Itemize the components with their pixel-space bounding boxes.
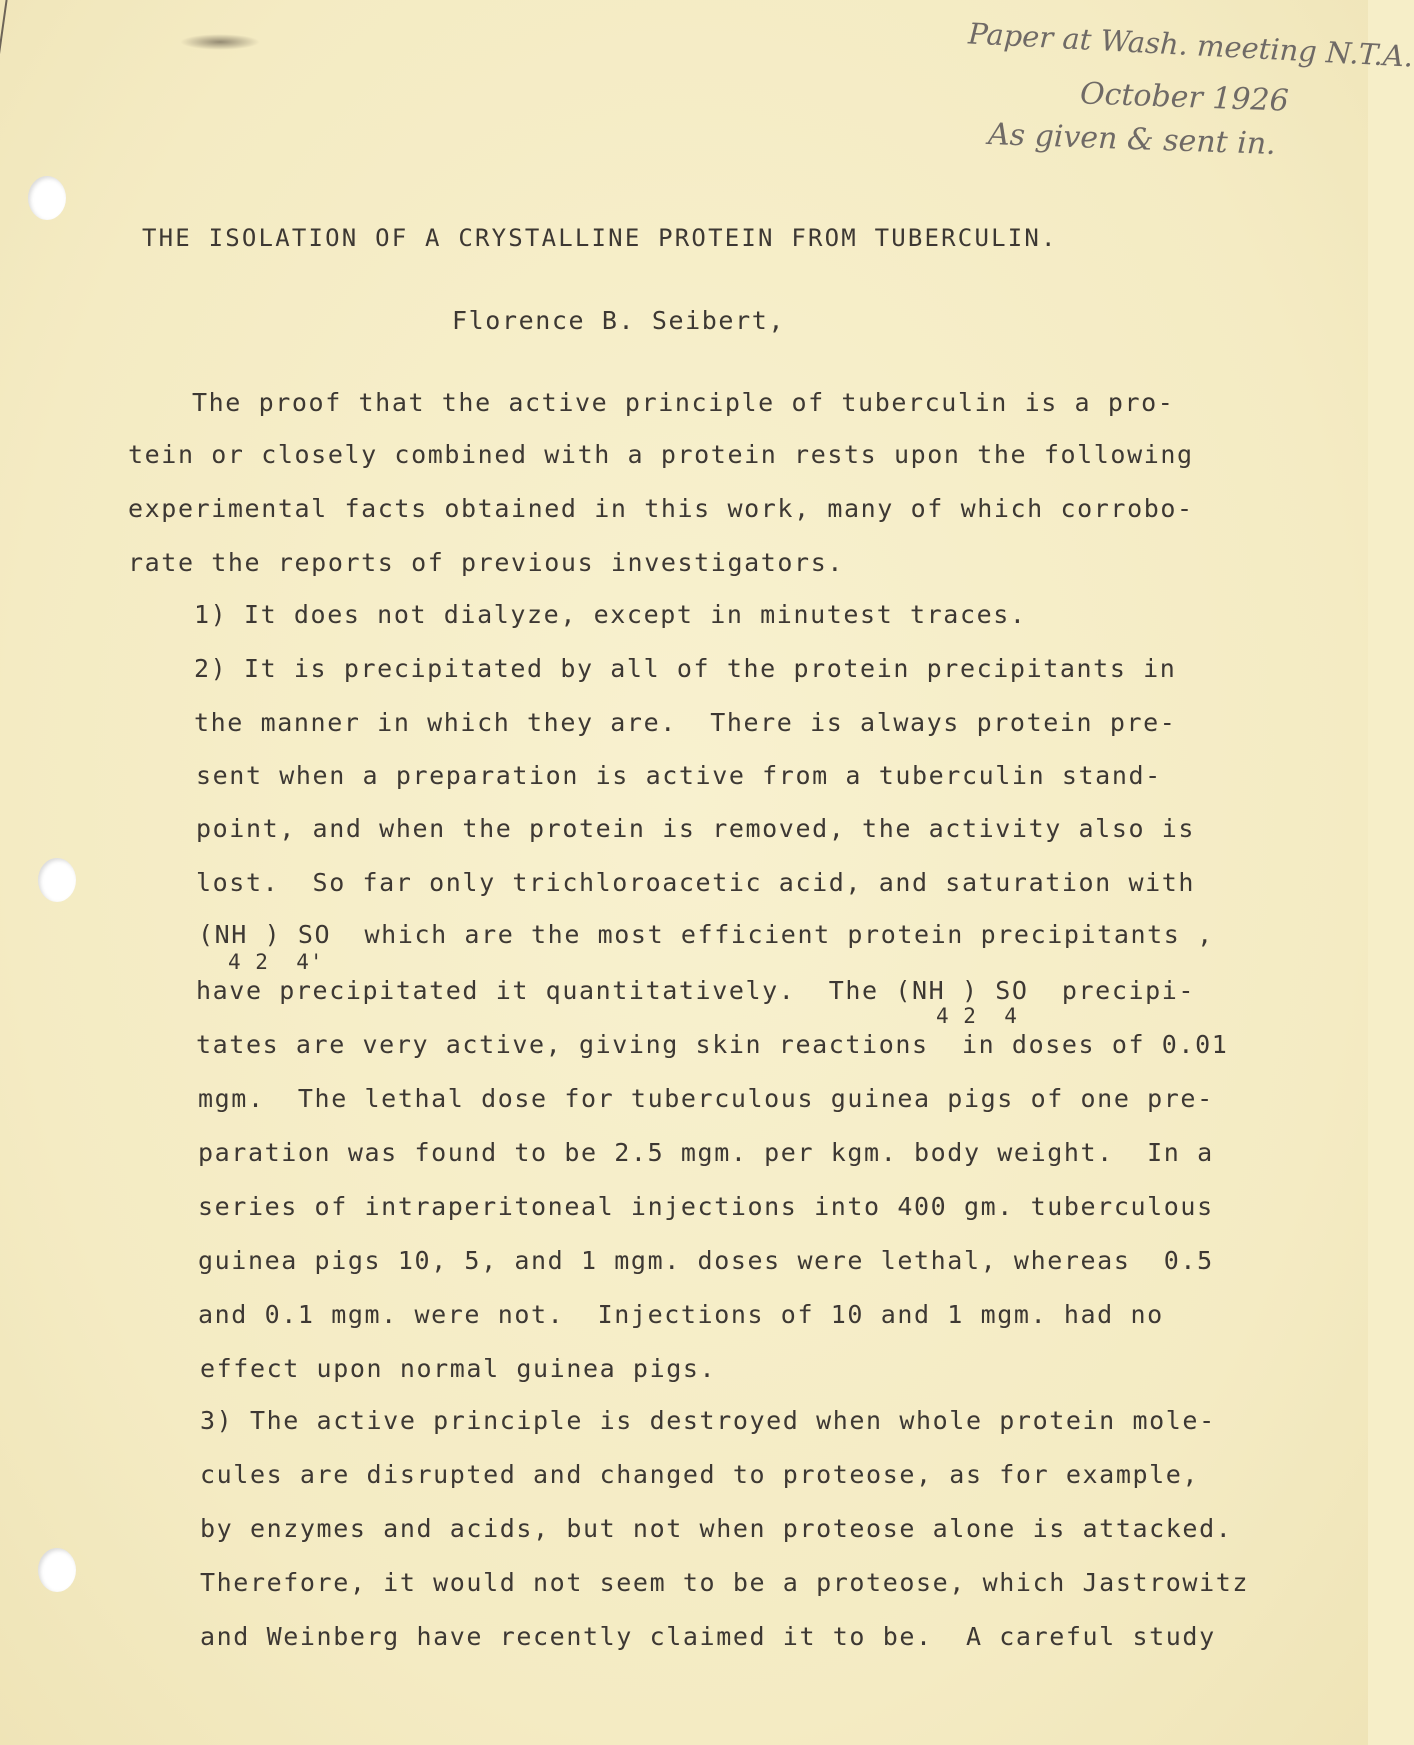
body-line: tein or closely combined with a protein rests upon the following: [128, 440, 1194, 469]
document-title: THE ISOLATION OF A CRYSTALLINE PROTEIN FROM TUBERCULIN.: [142, 224, 1058, 252]
body-line: the manner in which they are. There is always protein pre-: [194, 708, 1177, 737]
handwritten-note-line: October 1926: [1079, 76, 1290, 119]
chemical-subscript: 4 2 4: [936, 1004, 1018, 1028]
author-name: Florence B. Seibert,: [452, 306, 786, 335]
body-line: have precipitated it quantitatively. The (NH ) SO precipi-: [196, 976, 1196, 1005]
body-line: effect upon normal guinea pigs.: [200, 1354, 717, 1383]
handwritten-note-line: Paper at Wash. meeting N.T.A.: [967, 16, 1414, 74]
body-line: 1) It does not dialyze, except in minutest traces.: [194, 600, 1027, 629]
page-edge-mark: [0, 0, 14, 80]
body-line: guinea pigs 10, 5, and 1 mgm. doses were lethal, whereas 0.5: [198, 1246, 1214, 1275]
binder-hole: [28, 176, 66, 220]
binder-hole: [38, 858, 76, 902]
body-line: 2) It is precipitated by all of the protein precipitants in: [194, 654, 1177, 683]
body-line: (NH ) SO which are the most efficient protein precipitants ,: [198, 920, 1214, 949]
body-line: lost. So far only trichloroacetic acid, and saturation with: [196, 868, 1196, 897]
body-line: rate the reports of previous investigators.: [128, 548, 845, 577]
body-line: cules are disrupted and changed to proteose, as for example,: [200, 1460, 1200, 1489]
body-line: mgm. The lethal dose for tuberculous guinea pigs of one pre-: [198, 1084, 1214, 1113]
body-line: The proof that the active principle of tuberculin is a pro-: [192, 388, 1175, 417]
ink-smudge: [180, 34, 260, 50]
body-line: Therefore, it would not seem to be a proteose, which Jastrowitz: [200, 1568, 1250, 1597]
body-line: series of intraperitoneal injections into 400 gm. tuberculous: [198, 1192, 1214, 1221]
body-line: 3) The active principle is destroyed when whole protein mole-: [200, 1406, 1216, 1435]
binder-hole: [38, 1548, 76, 1592]
body-line: experimental facts obtained in this work, many of which corrobo-: [128, 494, 1194, 523]
body-line: sent when a preparation is active from a tuberculin stand-: [196, 761, 1162, 790]
body-line: paration was found to be 2.5 mgm. per kgm. body weight. In a: [198, 1138, 1214, 1167]
body-line: tates are very active, giving skin reactions in doses of 0.01: [196, 1030, 1229, 1059]
handwritten-note-line: As given & sent in.: [987, 116, 1277, 163]
body-line: point, and when the protein is removed, the activity also is: [196, 814, 1196, 843]
chemical-subscript: 4 2 4': [228, 950, 324, 974]
body-line: and Weinberg have recently claimed it to be. A careful study: [200, 1622, 1216, 1651]
body-line: and 0.1 mgm. were not. Injections of 10 and 1 mgm. had no: [198, 1300, 1164, 1329]
body-line: by enzymes and acids, but not when proteose alone is attacked.: [200, 1514, 1233, 1543]
